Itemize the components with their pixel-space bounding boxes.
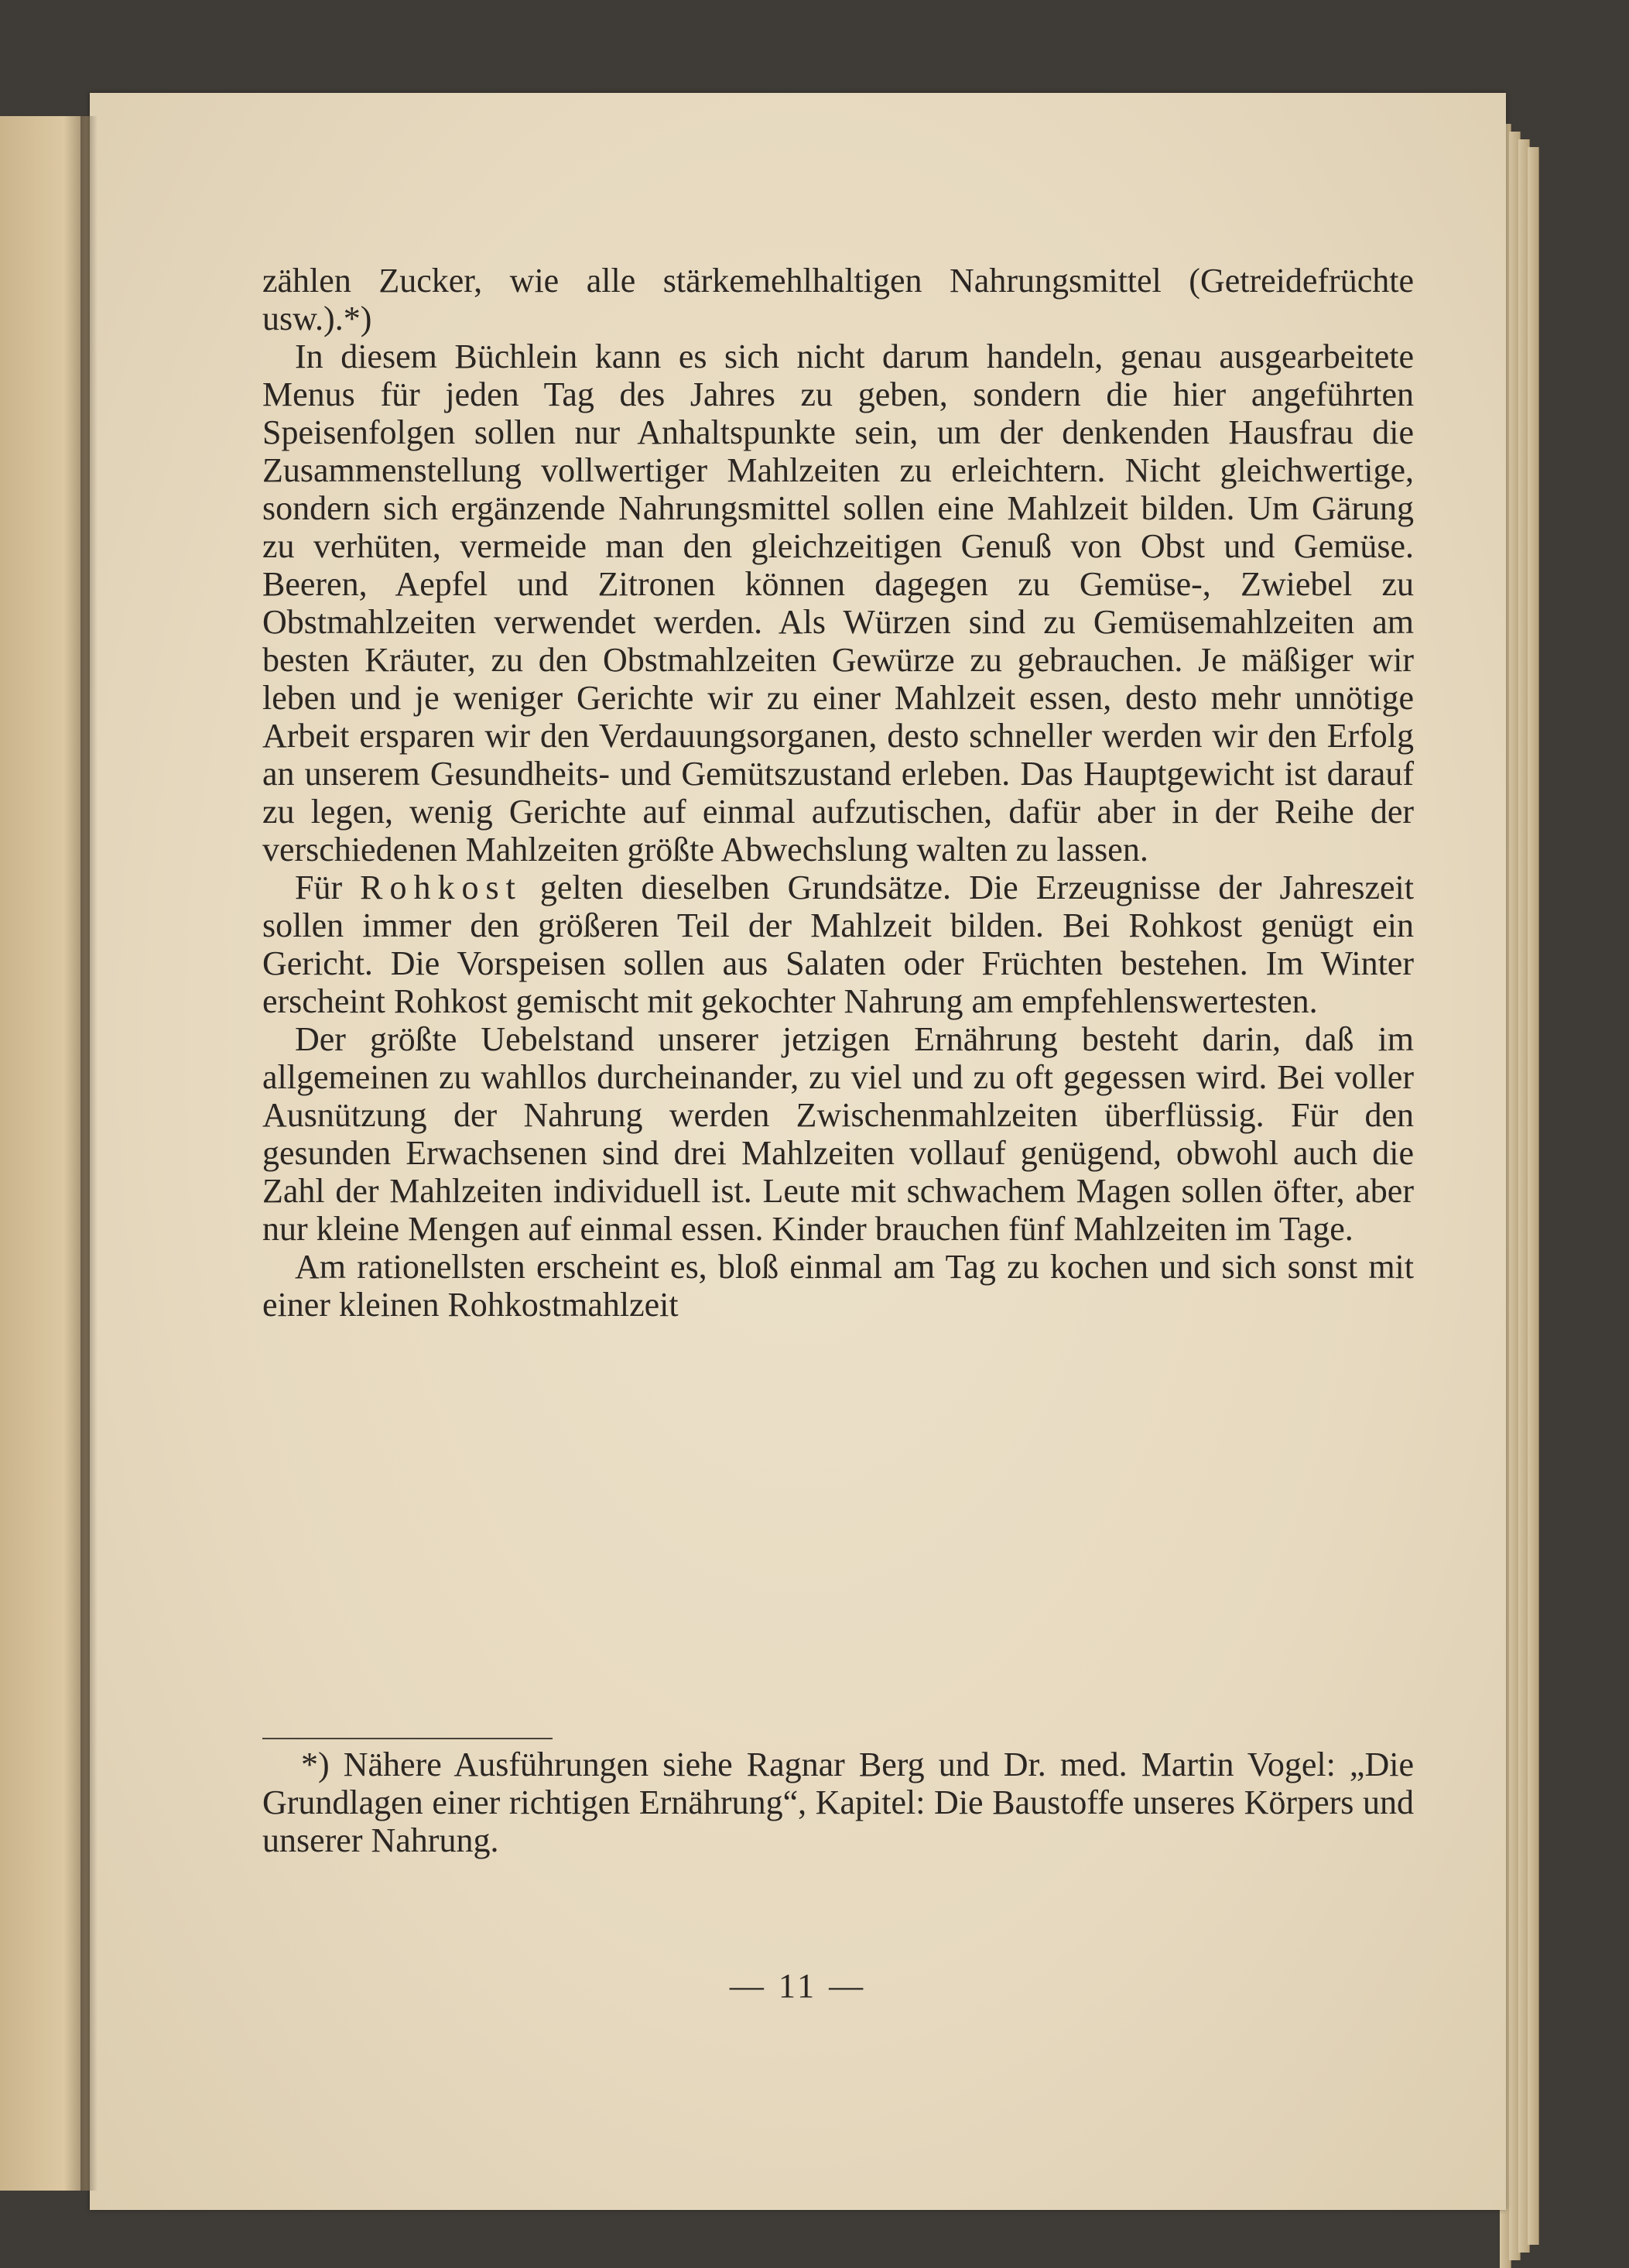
footnote-separator [262,1738,553,1739]
paragraph-rohkost-rest: gelten dieselben Grundsätze. Die Erzeugnisse der Jahreszeit sollen immer den größeren Teil der Mahlzeit bilden. Bei Rohkost genügt ein Gericht. Die Vorspeisen sollen aus Salaten oder Früchten bestehen. Im Winter erscheint Rohkost gemischt mit gekochter Nahrung am empfehlenswertesten. [262,868,1414,1020]
paragraph-rationell: Am rationellsten erscheint es, bloß einmal am Tag zu kochen und sich sonst mit einer kleinen Rohkostmahlzeit [262,1248,1414,1324]
book-gutter [80,116,98,2191]
paragraph-uebelstand: Der größte Uebelstand unserer jetzigen Ernährung besteht darin, daß im allgemeinen zu wahllos durcheinander, zu viel und zu oft gegessen wird. Bei voller Ausnützung der Nahrung werden Zwischenmahlzeiten überflüssig. Für den gesunden Erwachsenen sind drei Mahlzeiten vollauf genügend, obwohl auch die Zahl der Mahlzeiten individuell ist. Leute mit schwachem Magen sollen öfter, aber nur kleine Mengen auf einmal essen. Kinder brauchen fünf Mahlzeiten im Tage. [262,1020,1414,1248]
page-edge-stack [1528,147,1539,2245]
body-text [262,262,1414,1324]
page-number: — 11 — [729,1967,867,2005]
rohkost-emphasis: Rohkost [360,868,522,906]
paragraph-rohkost [262,868,1414,1020]
paragraph-rohkost-lead: Für [295,868,361,906]
footnote: *) Nähere Ausführungen siehe Ragnar Berg und Dr. med. Martin Vogel: „Die Grundlagen einer richtigen Ernährung“, Kapitel: Die Baustoffe unseres Körpers und unserer Nahrung. [262,1746,1414,1859]
book-page [90,93,1506,2210]
paragraph-continuation: zählen Zucker, wie alle stärkemehlhaltigen Nahrungsmittel (Getreidefrüchte usw.).*) [262,262,1414,337]
paragraph-menus: In diesem Büchlein kann es sich nicht darum handeln, genau ausgearbeitete Menus für jeden Tag des Jahres zu geben, sondern die hier angeführten Speisenfolgen sollen nur Anhaltspunkte sein, um der denkenden Hausfrau die Zusammenstellung vollwertiger Mahlzeiten zu erleichtern. Nicht gleichwertige, sondern sich ergänzende Nahrungsmittel sollen eine Mahlzeit bilden. Um Gärung zu verhüten, vermeide man den gleichzeitigen Genuß von Obst und Gemüse. Beeren, Aepfel und Zitronen können dagegen zu Gemüse-, Zwiebel zu Obstmahlzeiten verwendet werden. Als Würzen sind zu Gemüsemahlzeiten am besten Kräuter, zu den Obstmahlzeiten Gewürze zu gebrauchen. Je mäßiger wir leben und je weniger Gerichte wir zu einer Mahlzeit essen, desto mehr unnötige Arbeit ersparen wir den Verdauungsorganen, desto schneller werden wir den Erfolg an unserem Gesundheits- und Gemütszustand erleben. Das Hauptgewicht ist darauf zu legen, wenig Gerichte auf einmal aufzutischen, dafür aber in der Reihe der verschiedenen Mahlzeiten größte Abwechslung walten zu lassen. [262,337,1414,868]
facing-page-edge [0,116,91,2191]
